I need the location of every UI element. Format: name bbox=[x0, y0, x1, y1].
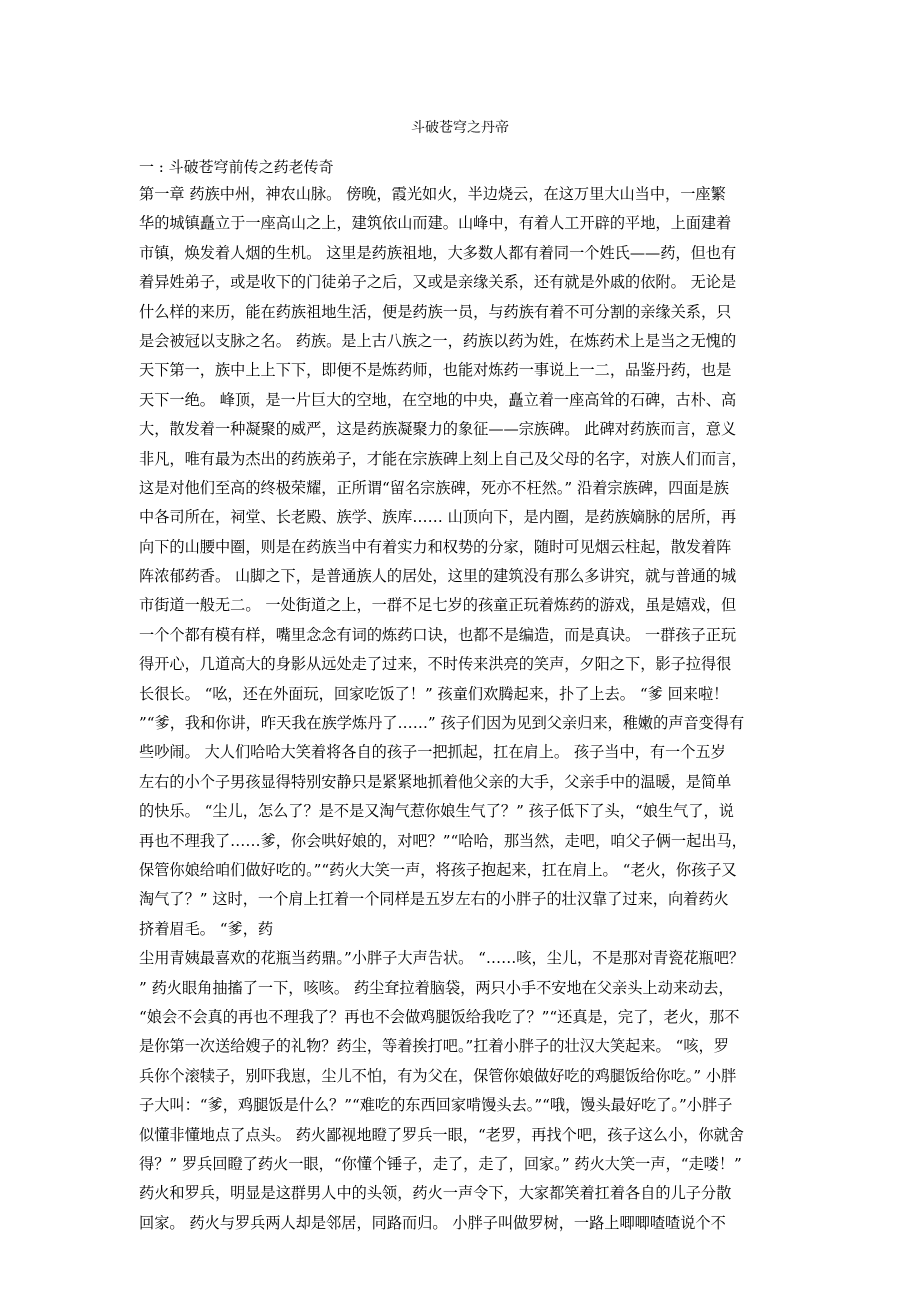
body-line: 市镇，焕发着人烟的生机。 这里是药族祖地，大多数人都有着同一个姓氏——药，但也有 bbox=[139, 243, 737, 262]
body-line: 药火和罗兵，明显是这群男人中的头领，药火一声令下，大家都笑着扛着各自的儿子分散 bbox=[139, 1184, 732, 1203]
body-line: 这是对他们至高的终极荣耀，正所谓“留名宗族碑，死亦不枉然。” 沿着宗族碑，四面是族 bbox=[139, 478, 729, 497]
body-line: 尘用青姨最喜欢的花瓶当药鼎。”小胖子大声告状。 “……咳，尘儿，不是那对青瓷花瓶吧？ bbox=[139, 949, 745, 968]
body-line: 些吵闹。 大人们哈哈大笑着将各自的孩子一把抓起，扛在肩上。 孩子当中，有一个五岁 bbox=[139, 743, 726, 762]
body-line: 得？” 罗兵回瞪了药火一眼，“你懂个锤子，走了，走了，回家。” 药火大笑一声，“走喽！” bbox=[139, 1154, 742, 1173]
body-line: ” 药火眼角抽搐了一下，咳咳。 药尘耷拉着脑袋，两只小手不安地在父亲头上动来动去， bbox=[139, 978, 734, 997]
body-line: 什么样的来历，能在药族祖地生活，便是药族一员，与药族有着不可分割的亲缘关系，只 bbox=[139, 302, 732, 321]
body-line: 非凡，唯有最为杰出的药族弟子，才能在宗族碑上刻上自己及父母的名字，对族人们而言， bbox=[139, 449, 747, 468]
body-line: 得开心，几道高大的身影从远处走了过来，不时传来洪亮的笑声，夕阳之下，影子拉得很 bbox=[139, 655, 732, 674]
body-line: 再也不理我了……爹，你会哄好娘的，对吧？”“哈哈，那当然，走吧，咱父子俩一起出马， bbox=[139, 831, 747, 850]
body-line: 阵浓郁药香。 山脚之下，是普通族人的居处，这里的建筑没有那么多讲究，就与普通的城 bbox=[139, 567, 737, 586]
body-line: 的快乐。 “尘儿，怎么了？是不是又淘气惹你娘生气了？” 孩子低下了头，“娘生气了，说 bbox=[139, 802, 734, 821]
body-line: 左右的小个子男孩显得特别安静只是紧紧地抓着他父亲的大手，父亲手中的温暖，是简单 bbox=[139, 772, 732, 791]
body-line: 回家。 药火与罗兵两人却是邻居，同路而归。 小胖子叫做罗树，一路上唧唧喳喳说个不 bbox=[139, 1213, 726, 1232]
body-line: 兵你个滚犊子，别吓我崽，尘儿不怕，有为父在，保管你娘做好吃的鸡腿饭给你吃。” 小胖 bbox=[139, 1066, 737, 1085]
body-line: ”“爹，我和你讲，昨天我在族学炼丹了……” 孩子们因为见到父亲归来，稚嫩的声音变得有 bbox=[139, 714, 745, 733]
body-line: 是会被冠以支脉之名。 药族。是上古八族之一，药族以药为姓，在炼药术上是当之无愧的 bbox=[139, 331, 737, 350]
body-line: 淘气了？” 这时，一个肩上扛着一个同样是五岁左右的小胖子的壮汉靠了过来，向着药火 bbox=[139, 890, 729, 909]
body-line: 中各司所在，祠堂、长老殿、族学、族库…… 山顶向下，是内圈，是药族嫡脉的居所，再 bbox=[139, 508, 737, 527]
body-line: 挤着眉毛。 “爹，药 bbox=[139, 919, 274, 938]
body-line: 似懂非懂地点了点头。 药火鄙视地瞪了罗兵一眼，“老罗，再找个吧，孩子这么小，你就舍 bbox=[139, 1125, 744, 1144]
body-line: 华的城镇矗立于一座高山之上，建筑依山而建。山峰中，有着人工开辟的平地，上面建着 bbox=[139, 214, 732, 233]
body-line: 天下第一，族中上上下下，即便不是炼药师，也能对炼药一事说上一二，品鉴丹药，也是 bbox=[139, 361, 732, 380]
body-line: 一个个都有模有样，嘴里念念有词的炼药口诀，也都不是编造，而是真诀。 一群孩子正玩 bbox=[139, 625, 737, 644]
body-line: 是你第一次送给嫂子的礼物？药尘，等着挨打吧。”扛着小胖子的壮汉大笑起来。 “咳，罗 bbox=[139, 1037, 729, 1056]
body-line: 向下的山腰中圈，则是在药族当中有着实力和权势的分家，随时可见烟云柱起，散发着阵 bbox=[139, 537, 732, 556]
body-line: 市街道一般无二。 一处街道之上，一群不足七岁的孩童正玩着炼药的游戏，虽是嬉戏，但 bbox=[139, 596, 737, 615]
body-line: 天下一绝。 峰顶，是一片巨大的空地，在空地的中央，矗立着一座高耸的石碑，古朴、高 bbox=[139, 390, 737, 409]
body-text bbox=[139, 180, 781, 1238]
body-line: 大，散发着一种凝聚的威严，这是药族凝聚力的象征——宗族碑。 此碑对药族而言，意义 bbox=[139, 420, 737, 439]
body-line: 着异姓弟子，或是收下的门徒弟子之后，又或是亲缘关系，还有就是外戚的依附。 无论是 bbox=[139, 273, 737, 292]
body-line: “娘会不会真的再也不理我了？再也不会做鸡腿饭给我吃了？”“还真是，完了，老火，那不 bbox=[139, 1007, 740, 1026]
document-title: 斗破苍穹之丹帝 bbox=[411, 120, 509, 136]
body-line: 长很长。 “吆，还在外面玩，回家吃饭了！” 孩童们欢腾起来，扑了上去。 “爹 回来啦！ bbox=[139, 684, 729, 703]
body-line: 子大叫：“爹，鸡腿饭是什么？”“难吃的东西回家啃馒头去。”“哦，馒头最好吃了。”小胖子 bbox=[139, 1096, 733, 1115]
body-line: 保管你娘给咱们做好吃的。”“药火大笑一声，将孩子抱起来，扛在肩上。 “老火，你孩子又 bbox=[139, 860, 737, 879]
section-heading: 一 : 斗破苍穹前传之药老传奇 bbox=[139, 158, 334, 176]
body-line: 第一章 药族中州，神农山脉。 傍晚，霞光如火，半边烧云，在这万里大山当中，一座繁 bbox=[139, 185, 726, 203]
